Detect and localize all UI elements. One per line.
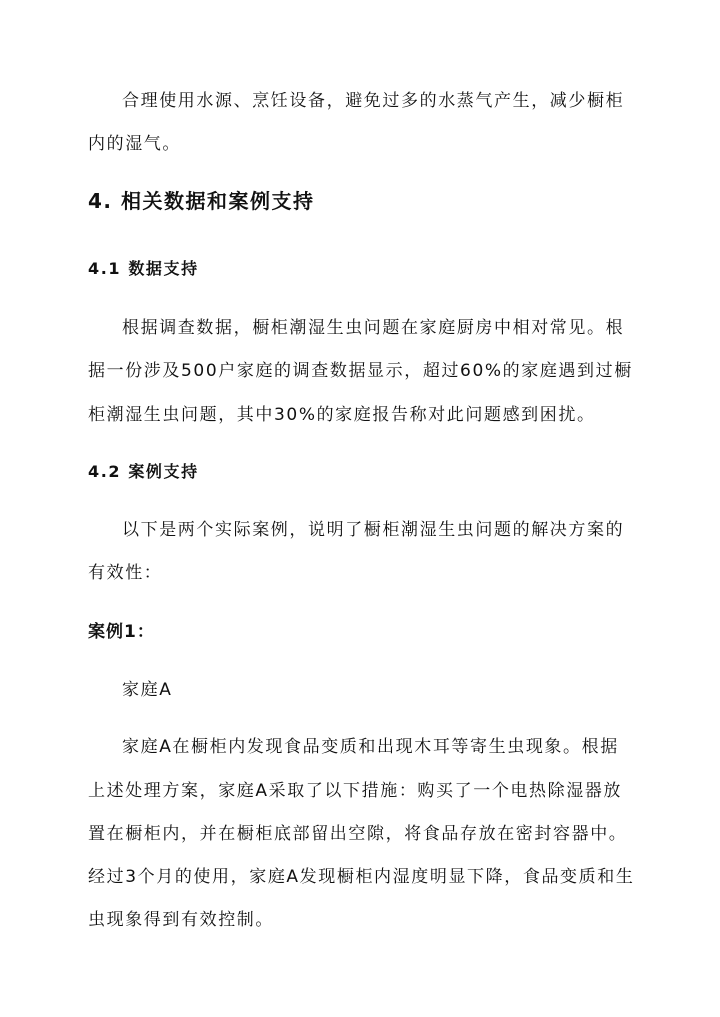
subsection-heading: 4.2 案例支持 <box>88 462 199 481</box>
paragraph-line: 虫现象得到有效控制。 <box>88 910 274 930</box>
paragraph-line: 家庭A在橱柜内发现食品变质和出现木耳等寄生虫现象。根据 <box>122 737 619 757</box>
case-family-label: 家庭A <box>122 680 173 700</box>
paragraph-line: 内的湿气。 <box>88 134 181 154</box>
paragraph-line: 柜潮湿生虫问题，其中30%的家庭报告称对此问题感到困扰。 <box>88 405 596 425</box>
paragraph-line: 经过3个月的使用，家庭A发现橱柜内湿度明显下降，食品变质和生 <box>88 867 635 887</box>
paragraph-line: 根据调查数据，橱柜潮湿生虫问题在家庭厨房中相对常见。根 <box>122 318 625 338</box>
paragraph-line: 以下是两个实际案例，说明了橱柜潮湿生虫问题的解决方案的 <box>122 520 625 540</box>
paragraph-line: 据一份涉及500户家庭的调查数据显示，超过60%的家庭遇到过橱 <box>88 361 633 381</box>
paragraph-line: 上述处理方案，家庭A采取了以下措施：购买了一个电热除湿器放 <box>88 781 623 801</box>
paragraph-line: 合理使用水源、烹饪设备，避免过多的水蒸气产生，减少橱柜 <box>122 91 625 111</box>
paragraph-line: 置在橱柜内，并在橱柜底部留出空隙，将食品存放在密封容器中。 <box>88 824 628 844</box>
section-heading: 4. 相关数据和案例支持 <box>88 189 315 213</box>
paragraph-line: 有效性： <box>88 563 163 583</box>
case-heading: 案例1： <box>88 622 155 642</box>
subsection-heading: 4.1 数据支持 <box>88 259 199 278</box>
